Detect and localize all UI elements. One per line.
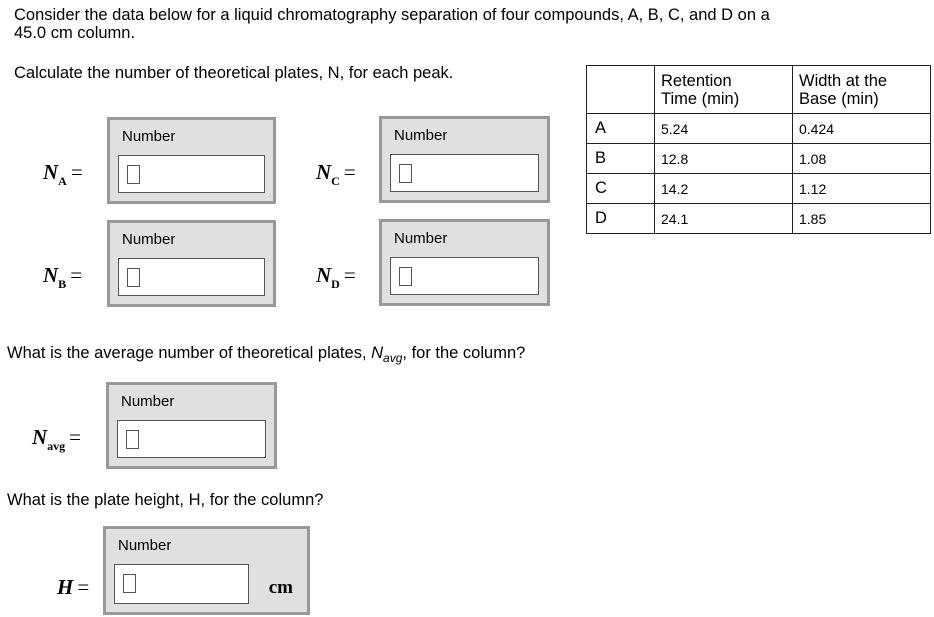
table-header-empty [587,66,655,114]
text-cursor-icon [127,165,140,184]
question-2-text-end: , for the column? [402,344,526,362]
answer-box-n-c [379,116,550,203]
question-2-text: What is the average number of theoretical plates, [7,344,372,362]
label-n-d [316,263,356,292]
text-cursor-icon [123,574,136,593]
row-compound: A [587,114,655,144]
intro-line-1: Consider the data below for a liquid chromatography separation of four compounds, A, B, C, and D on a [14,6,770,24]
row-compound: C [587,174,655,204]
row-retention: 12.8 [655,144,793,174]
label-n-c [316,160,356,189]
question-1-text: Calculate the number of theoretical plates, N, for each peak. [14,64,454,82]
var-subscript: C [331,174,340,188]
label-n-avg [32,425,81,454]
answer-label: Number [121,393,175,410]
var-subscript: B [58,277,67,291]
answer-box-n-b [107,220,276,307]
question-1 [14,63,453,83]
var-subscript: avg [47,439,66,453]
header-line: Time (min) [661,89,740,108]
data-table [586,65,931,234]
var-symbol: N [316,263,332,287]
answer-label: Number [394,127,448,144]
header-line: Width at the [799,71,888,90]
question-2-sub: avg [383,351,403,365]
row-compound: B [587,144,655,174]
label-n-a [43,160,83,189]
text-cursor-icon [127,268,140,287]
answer-box-h [103,526,310,615]
n-a-input[interactable] [118,155,265,193]
answer-label: Number [394,230,448,247]
var-symbol: N [43,263,59,287]
row-retention: 14.2 [655,174,793,204]
text-cursor-icon [399,164,412,183]
equals-sign: = [343,263,356,287]
table-header-row [587,66,931,114]
label-h [57,575,89,600]
n-b-input[interactable] [118,258,265,296]
var-symbol: N [32,425,48,449]
row-width: 1.12 [793,174,931,204]
problem-intro [14,6,914,42]
answer-box-n-d [379,219,550,306]
header-line: Retention [661,71,732,90]
h-input[interactable] [114,564,249,604]
question-2-var: N [371,344,384,362]
row-retention: 24.1 [655,204,793,234]
table-header-retention [655,66,793,114]
answer-box-n-avg [106,382,277,469]
table-row [587,144,931,174]
text-cursor-icon [126,430,139,449]
label-n-b [43,263,82,292]
equals-sign: = [70,160,83,184]
n-c-input[interactable] [390,154,539,192]
answer-label: Number [122,231,176,248]
table-row [587,114,931,144]
row-retention: 5.24 [655,114,793,144]
row-width: 1.08 [793,144,931,174]
var-subscript: A [58,174,67,188]
n-avg-input[interactable] [117,420,266,458]
table-row [587,204,931,234]
question-3 [7,490,323,510]
var-subscript: D [331,277,340,291]
question-2 [7,343,525,368]
answer-box-n-a [107,117,276,204]
var-symbol: N [43,160,59,184]
var-symbol: N [316,160,332,184]
table-row [587,174,931,204]
equals-sign: = [70,263,83,287]
n-d-input[interactable] [390,257,539,295]
header-line: Base (min) [799,89,879,108]
equals-sign: = [77,575,90,599]
equals-sign: = [69,425,82,449]
row-compound: D [587,204,655,234]
intro-line-2: 45.0 cm column. [14,24,136,42]
h-unit: cm [268,577,293,598]
question-3-text: What is the plate height, H, for the column? [7,491,324,509]
table-header-width [793,66,931,114]
answer-label: Number [118,537,172,554]
answer-label: Number [122,128,176,145]
text-cursor-icon [399,267,412,286]
equals-sign: = [343,160,356,184]
row-width: 1.85 [793,204,931,234]
row-width: 0.424 [793,114,931,144]
var-symbol: H [57,575,74,599]
